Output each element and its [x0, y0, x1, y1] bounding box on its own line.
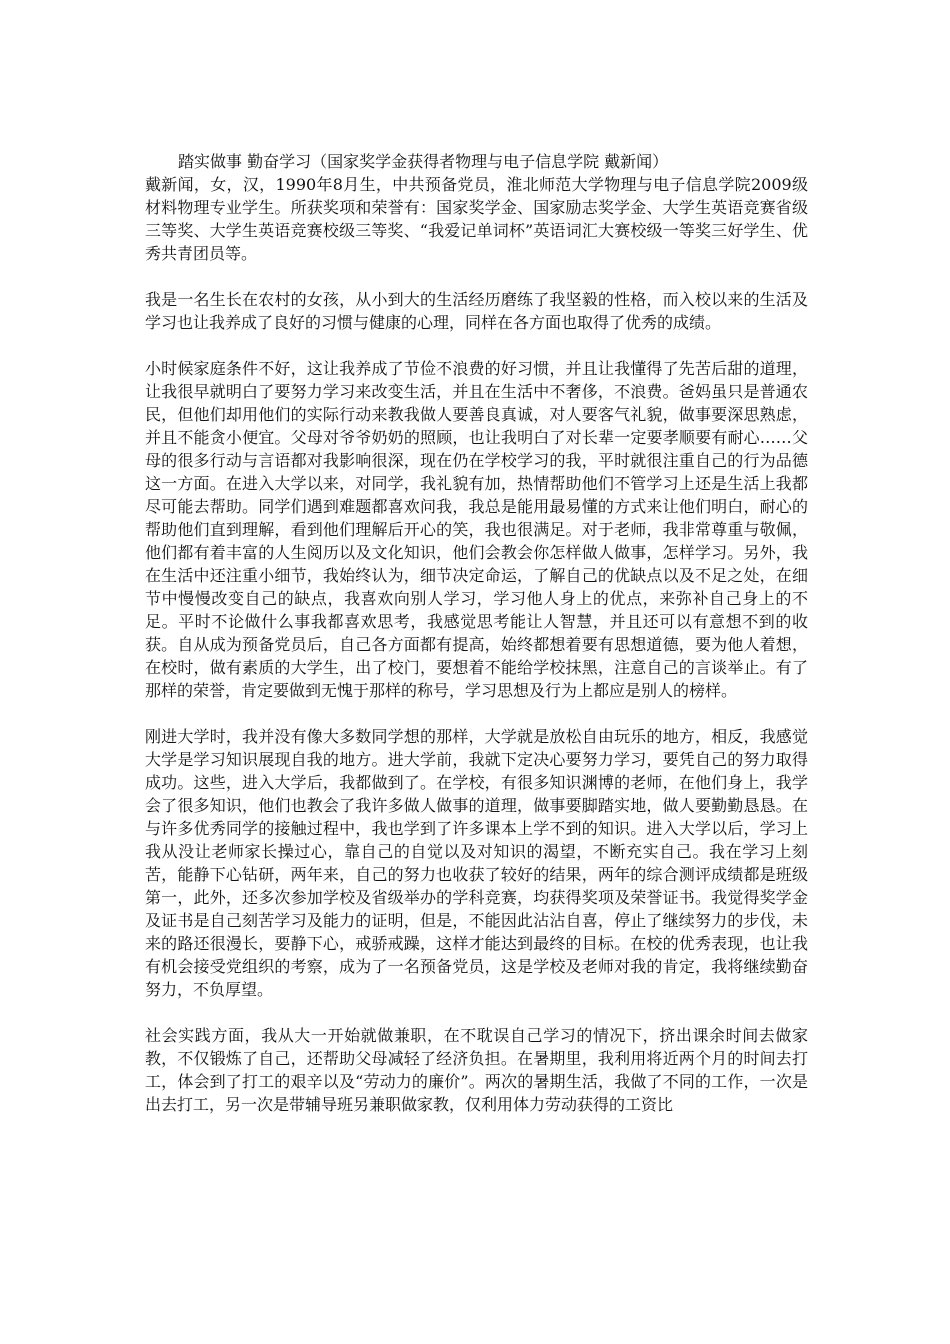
social-practice-paragraph: 社会实践方面，我从大一开始就做兼职，在不耽误自己学习的情况下，挤出课余时间去做家教，不仅锻炼了自己，还帮助父母减轻了经济负担。在暑期里，我利用将近两个月的时间去打工，体会到了打工的艰辛以及“劳动力的廉价”。两次的暑期生活，我做了不同的工作，一次是出去打工，另一次是带辅导班另兼职做家教，仅利用体力劳动获得的工资比: [145, 1026, 808, 1114]
background-paragraph: 我是一名生长在农村的女孩，从小到大的生活经历磨练了我坚毅的性格，而入校以来的生活及学习也让我养成了良好的习惯与健康的心理，同样在各方面也取得了优秀的成绩。: [145, 290, 808, 332]
document-page: [145, 150, 808, 1139]
document-title: 踏实做事 勤奋学习（国家奖学金获得者物理与电子信息学院 戴新闻）: [178, 152, 669, 171]
study-paragraph: 刚进大学时，我并没有像大多数同学想的那样，大学就是放松自由玩乐的地方，相反，我感觉大学是学习知识展现自我的地方。进大学前，我就下定决心要努力学习，要凭自己的努力取得成功。这些，进入大学后，我都做到了。在学校，有很多知识渊博的老师，在他们身上，我学会了很多知识，他们也教会了我许多做人做事的道理，做事要脚踏实地，做人要勤勤恳恳。在与许多优秀同学的接触过程中，我也学到了许多课本上学不到的知识。进入大学以后，学习上我从没让老师家长操过心，靠自己的自觉以及对知识的渴望，不断充实自己。我在学习上刻苦，能静下心钻研，两年来，自己的努力也收获了较好的结果，两年的综合测评成绩都是班级第一，此外，还多次参加学校及省级举办的学科竞赛，均获得奖项及荣誉证书。我觉得奖学金及证书是自己刻苦学习及能力的证明，但是，不能因此沾沾自喜，停止了继续努力的步伐，未来的路还很漫长，要静下心，戒骄戒躁，这样才能达到最终的目标。在校的优秀表现，也让我有机会接受党组织的考察，成为了一名预备党员，这是学校及老师对我的肯定，我将继续勤奋努力，不负厚望。: [145, 727, 808, 999]
intro-paragraph: 戴新闻，女，汉，1990年8月生，中共预备党员，淮北师范大学物理与电子信息学院2009级材料物理专业学生。所获奖项和荣誉有：国家奖学金、国家励志奖学金、大学生英语竞赛省级三等奖、大学生英语竞赛校级三等奖、“我爱记单词杯”英语词汇大赛校级一等奖三好学生、优秀共青团员等。: [145, 175, 808, 263]
character-paragraph: 小时候家庭条件不好，这让我养成了节俭不浪费的好习惯，并且让我懂得了先苦后甜的道理，让我很早就明白了要努力学习来改变生活，并且在生活中不奢侈，不浪费。爸妈虽只是普通农民，但他们却用他们的实际行动来教我做人要善良真诚，对人要客气礼貌，做事要深思熟虑，并且不能贪小便宜。父母对爷爷奶奶的照顾，也让我明白了对长辈一定要孝顺要有耐心……父母的很多行动与言语都对我影响很深，现在仍在学校学习的我，平时就很注重自己的行为品德这一方面。在进入大学以来，对同学，我礼貌有加，热情帮助他们不管学习上还是生活上我都尽可能去帮助。同学们遇到难题都喜欢问我，我总是能用最易懂的方式来让他们明白，耐心的帮助他们直到理解，看到他们理解后开心的笑，我也很满足。对于老师，我非常尊重与敬佩，他们都有着丰富的人生阅历以及文化知识，他们会教会你怎样做人做事，怎样学习。另外，我在生活中还注重小细节，我始终认为，细节决定命运，了解自己的优缺点以及不足之处，在细节中慢慢改变自己的缺点，我喜欢向别人学习，学习他人身上的优点，来弥补自己身上的不足。平时不论做什么事我都喜欢思考，我感觉思考能让人智慧，并且还可以有意想不到的收获。自从成为预备党员后，自己各方面都有提高，始终都想着要有思想道德，要为他人着想，在校时，做有素质的大学生，出了校门，要想着不能给学校抹黑，注意自己的言谈举止。有了那样的荣誉，肯定要做到无愧于那样的称号，学习思想及行为上都应是别人的榜样。: [145, 359, 808, 700]
